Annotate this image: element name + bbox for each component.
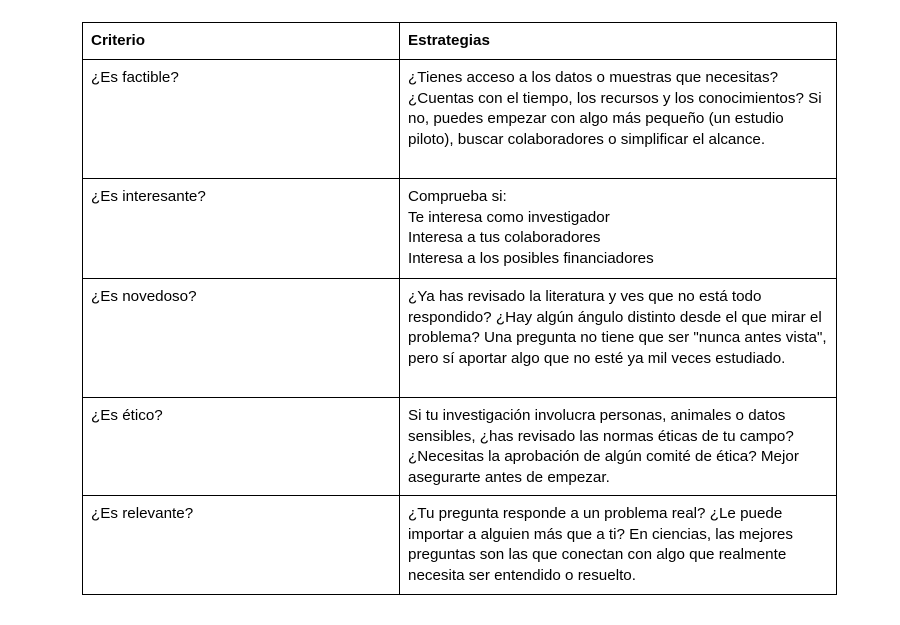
table-header-row	[83, 23, 837, 60]
estrategia-list-item: Interesa a los posibles financiadores	[408, 249, 654, 267]
criterio-cell: ¿Es factible?	[83, 60, 400, 179]
table-row	[83, 496, 837, 595]
estrategia-list-item: Te interesa como investigador	[408, 208, 610, 226]
criterio-cell: ¿Es novedoso?	[83, 279, 400, 398]
estrategia-cell	[400, 179, 837, 279]
estrategia-cell: ¿Ya has revisado la literatura y ves que no está todo respondido? ¿Hay algún ángulo distinto desde el que mirar el problema? Una pregunta no tiene que ser "nunca antes vista", pero sí aportar algo que no esté ya mil veces estudiado.	[400, 279, 837, 398]
table-row	[83, 60, 837, 179]
estrategia-cell: ¿Tienes acceso a los datos o muestras que necesitas? ¿Cuentas con el tiempo, los recursos y los conocimientos? Si no, puedes empezar con algo más pequeño (un estudio piloto), buscar colaboradores o simplificar el alcance.	[400, 60, 837, 179]
table-row	[83, 179, 837, 279]
estrategia-list-item: Interesa a tus colaboradores	[408, 229, 601, 246]
criterio-cell: ¿Es relevante?	[83, 496, 400, 595]
table-row	[83, 279, 837, 398]
table-row	[83, 398, 837, 496]
criterio-cell: ¿Es ético?	[83, 398, 400, 496]
estrategia-intro: Comprueba si:	[408, 188, 507, 205]
criteria-table	[82, 22, 837, 595]
estrategia-cell: ¿Tu pregunta responde a un problema real? ¿Le puede importar a alguien más que a ti? En ciencias, las mejores preguntas son las que conectan con algo que realmente necesita ser entendido o resuelto.	[400, 496, 837, 595]
header-estrategias: Estrategias	[400, 23, 837, 60]
header-criterio: Criterio	[83, 23, 400, 60]
criterio-cell: ¿Es interesante?	[83, 179, 400, 279]
estrategia-cell: Si tu investigación involucra personas, animales o datos sensibles, ¿has revisado las normas éticas de tu campo? ¿Necesitas la aprobación de algún comité de ética? Mejor asegurarte antes de empezar.	[400, 398, 837, 496]
